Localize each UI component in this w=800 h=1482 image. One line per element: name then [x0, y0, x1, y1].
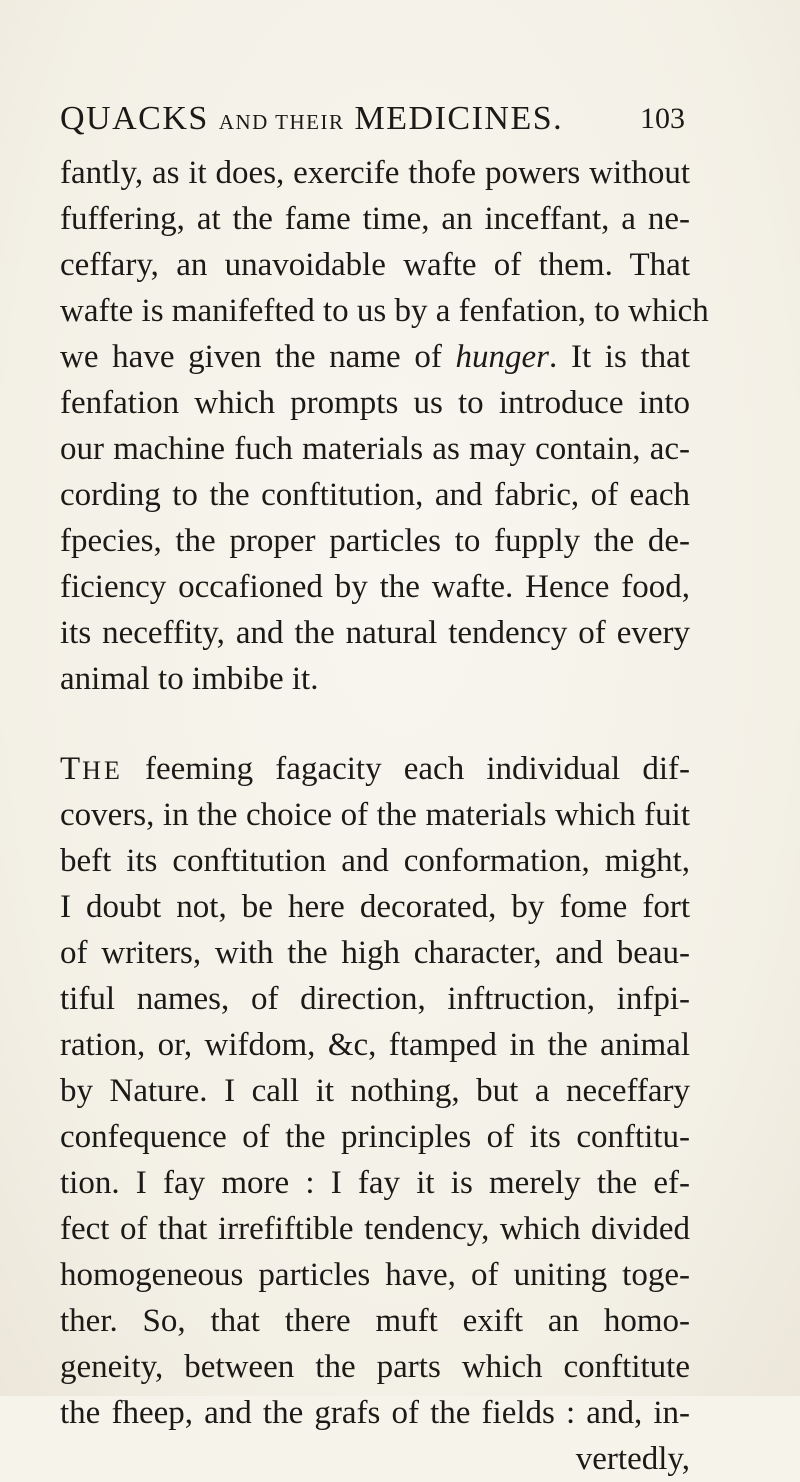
- text-line: [60, 334, 690, 380]
- text-segment: feeming fagacity each individual dif-: [122, 751, 690, 787]
- text-line: geneity, between the parts which conftitute: [60, 1349, 690, 1385]
- text-line: wafte is manifefted to us by a fenfation, to which: [60, 293, 709, 329]
- text-line: ficiency occafioned by the wafte. Hence food,: [60, 569, 690, 605]
- text-line: fantly, as it does, exercife thofe powers without: [60, 155, 690, 191]
- page-number: 103: [640, 102, 685, 135]
- paragraph-lead-word: THE: [60, 751, 123, 787]
- text-line: cording to the conftitution, and fabric, of each: [60, 477, 690, 513]
- text-line: tiful names, of direction, inftruction, infpi-: [60, 981, 690, 1017]
- text-line: the fheep, and the grafs of the fields : and, in-: [60, 1395, 690, 1431]
- text-line: of writers, with the high character, and beau-: [60, 935, 690, 971]
- text-line: ceffary, an unavoidable wafte of them. That: [60, 247, 690, 283]
- running-title-main: QUACKS: [60, 100, 209, 137]
- text-line: beft its conftitution and conformation, might,: [60, 843, 690, 879]
- text-line: covers, in the choice of the materials which fuit: [60, 797, 690, 833]
- paragraph-gap: [60, 702, 690, 746]
- text-line: homogeneous particles have, of uniting toge-: [60, 1257, 690, 1293]
- text-line: [60, 746, 690, 792]
- text-line: I doubt not, be here decorated, by fome fort: [60, 889, 690, 925]
- text-line: fpecies, the proper particles to fupply the de-: [60, 523, 690, 559]
- italic-word: hunger: [455, 339, 550, 375]
- text-line: by Nature. I call it nothing, but a neceffary: [60, 1073, 690, 1109]
- running-title: [60, 100, 563, 138]
- running-title-connector: AND THEIR: [218, 110, 345, 134]
- text-line: fenfation which prompts us to introduce into: [60, 385, 690, 421]
- catchword: vertedly,: [575, 1441, 690, 1477]
- text-line: our machine fuch materials as may contain, ac-: [60, 431, 690, 467]
- text-line: its neceffity, and the natural tendency of every: [60, 615, 690, 651]
- text-segment: . It is that: [549, 339, 690, 375]
- running-head: [60, 100, 685, 150]
- running-title-end: MEDICINES.: [354, 100, 564, 137]
- text-segment: we have given the name of: [60, 339, 456, 375]
- text-line: animal to imbibe it.: [60, 661, 319, 697]
- text-line: tion. I fay more : I fay it is merely the ef-: [60, 1165, 690, 1201]
- text-line: confequence of the principles of its conftitu-: [60, 1119, 690, 1155]
- text-line: ration, or, wifdom, &c, ftamped in the animal: [60, 1027, 690, 1063]
- text-line: fuffering, at the fame time, an inceffant, a ne-: [60, 201, 690, 237]
- text-line: ther. So, that there muft exift an homo-: [60, 1303, 690, 1339]
- body-text: [60, 150, 709, 1482]
- text-line: fect of that irrefiftible tendency, which divided: [60, 1211, 690, 1247]
